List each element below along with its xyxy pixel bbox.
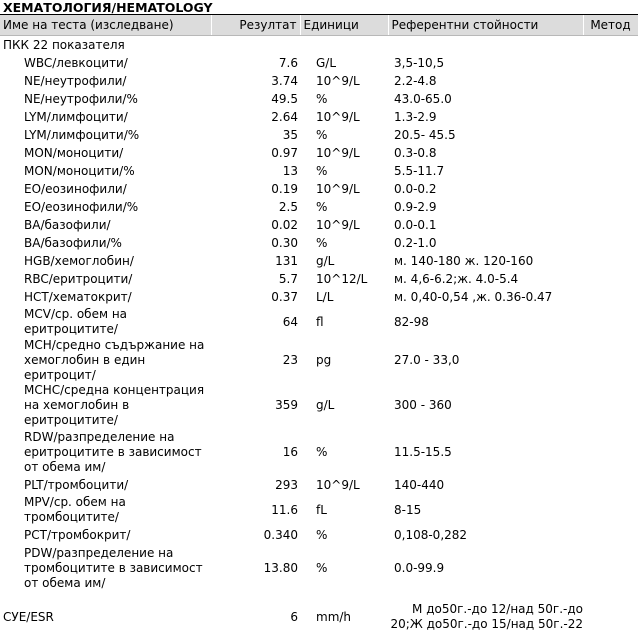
test-result: 5.7 [278, 271, 298, 286]
test-unit: % [316, 235, 328, 250]
test-result: 2.64 [271, 109, 298, 124]
test-result: 359 [275, 398, 298, 412]
test-name: EO/еозинофили/% [24, 199, 139, 214]
test-name: BA/базофили/ [24, 217, 111, 232]
test-unit: 10^12/L [316, 271, 368, 286]
test-reference: 0.0-99.9 [394, 560, 445, 575]
test-name: RBC/еритроцити/ [24, 271, 133, 286]
test-reference: 2.2-4.8 [394, 73, 437, 88]
test-method [583, 288, 638, 306]
table-row [0, 198, 638, 216]
test-name: PLT/тромбоцити/ [24, 477, 129, 492]
test-unit: fL [316, 502, 327, 517]
test-unit: 10^9/L [316, 109, 360, 124]
test-method [583, 383, 638, 428]
test-reference: м. 4,6-6.2;ж. 4.0-5.4 [394, 271, 519, 286]
test-reference: м. 0,40-0,54 ,ж. 0.36-0.47 [394, 289, 553, 304]
test-name: LYM/лимфоцити/% [24, 127, 140, 142]
table-row-esr [0, 592, 638, 642]
test-unit: % [316, 199, 328, 214]
table-row [0, 428, 638, 476]
table-row [0, 544, 638, 592]
test-result: 35 [282, 127, 298, 142]
test-method [583, 494, 638, 526]
test-unit: % [316, 163, 328, 178]
test-unit: fl [316, 314, 324, 329]
test-result: 0.37 [271, 289, 298, 304]
test-name: HGB/хемоглобин/ [24, 253, 134, 268]
test-method [583, 72, 638, 90]
test-name: PCT/тромбокрит/ [24, 527, 131, 542]
table-row [0, 234, 638, 252]
test-result: 16 [282, 444, 298, 459]
test-reference: 0.9-2.9 [394, 199, 437, 214]
test-name: NE/неутрофили/ [24, 73, 127, 88]
test-name: EO/еозинофили/ [24, 181, 127, 196]
test-unit: % [316, 91, 328, 106]
test-name: WBC/левкоцити/ [24, 55, 128, 70]
test-method [583, 90, 638, 108]
test-reference: 0,108-0,282 [394, 527, 468, 542]
test-method [583, 544, 638, 592]
test-name: RDW/разпределение на еритроцитите в зависимост от обема им/ [24, 429, 202, 474]
test-unit: % [316, 444, 328, 459]
esr-unit: mm/h [316, 609, 352, 624]
test-name: MCH/средно съдържание на хемоглобин в един еритроцит/ [24, 338, 205, 382]
table-header [0, 15, 638, 36]
test-unit: % [316, 127, 328, 142]
test-reference: м. 140-180 ж. 120-160 [394, 253, 534, 268]
test-name: BA/базофили/% [24, 235, 122, 250]
test-reference: 27.0 - 33,0 [394, 353, 460, 367]
test-name: MON/моноцити/% [24, 163, 135, 178]
test-reference: 8-15 [394, 502, 422, 517]
test-name: NE/неутрофили/% [24, 91, 138, 106]
test-unit: g/L [316, 398, 335, 412]
test-result: 131 [275, 253, 298, 268]
header-units: Единици [300, 15, 388, 36]
table-row [0, 288, 638, 306]
test-method [583, 144, 638, 162]
test-unit: % [316, 560, 328, 575]
table-row [0, 162, 638, 180]
test-method [583, 234, 638, 252]
test-reference: 11.5-15.5 [394, 444, 452, 459]
group-row [0, 36, 638, 55]
table-row [0, 494, 638, 526]
test-result: 23 [282, 353, 298, 367]
header-result: Резултат [211, 15, 300, 36]
test-unit: 10^9/L [316, 73, 360, 88]
test-method [583, 180, 638, 198]
test-method [583, 216, 638, 234]
test-name: MON/моноцити/ [24, 145, 124, 160]
test-result: 13.80 [263, 560, 298, 575]
test-reference: 3,5-10,5 [394, 55, 445, 70]
test-name: MPV/ср. обем на тромбоцитите/ [24, 495, 126, 524]
test-result: 0.30 [271, 235, 298, 250]
test-unit: g/L [316, 253, 335, 268]
test-name: MCV/ср. обем на еритроцитите/ [24, 307, 128, 336]
table-row [0, 216, 638, 234]
test-method [583, 252, 638, 270]
table-row [0, 306, 638, 338]
test-result: 0.97 [271, 145, 298, 160]
test-reference: 140-440 [394, 477, 445, 492]
esr-result: 6 [290, 609, 298, 624]
test-name: LYM/лимфоцити/ [24, 109, 128, 124]
test-reference: 300 - 360 [394, 398, 452, 412]
test-method [583, 306, 638, 338]
test-method [583, 526, 638, 544]
test-method [583, 476, 638, 494]
group-label: ПКК 22 показателя [3, 37, 125, 52]
test-reference: 82-98 [394, 314, 429, 329]
test-reference: 43.0-65.0 [394, 91, 452, 106]
test-name: PDW/разпределение на тромбоцитите в зависимост от обема им/ [24, 545, 203, 590]
test-reference: 20.5- 45.5 [394, 127, 456, 142]
table-row [0, 338, 638, 383]
test-result: 3.74 [271, 73, 298, 88]
esr-name: СУЕ/ESR [3, 609, 54, 624]
test-result: 0.02 [271, 217, 298, 232]
table-row [0, 270, 638, 288]
test-result: 64 [282, 314, 298, 329]
test-result: 49.5 [271, 91, 298, 106]
test-reference: 0.0-0.1 [394, 217, 437, 232]
test-result: 293 [275, 477, 298, 492]
test-method [583, 428, 638, 476]
section-title: ХЕМАТОЛОГИЯ/HEMATOLOGY [0, 0, 638, 15]
test-unit: pg [316, 353, 332, 367]
header-method: Метод [583, 15, 638, 36]
test-method [583, 54, 638, 72]
test-unit: 10^9/L [316, 477, 360, 492]
header-reference: Референтни стойности [388, 15, 583, 36]
test-result: 13 [282, 163, 298, 178]
table-row [0, 144, 638, 162]
test-method [583, 338, 638, 383]
test-method [583, 108, 638, 126]
test-unit: 10^9/L [316, 145, 360, 160]
test-reference: 0.2-1.0 [394, 235, 437, 250]
test-result: 2.5 [278, 199, 298, 214]
table-row [0, 476, 638, 494]
esr-reference: М до50г.-до 12/над 50г.-до 20;Ж до50г.-до 15/над 50г.-22 [390, 602, 583, 631]
test-result: 0.19 [271, 181, 298, 196]
table-row [0, 72, 638, 90]
test-name: HCT/хематокрит/ [24, 289, 132, 304]
table-row [0, 526, 638, 544]
test-reference: 1.3-2.9 [394, 109, 437, 124]
table-row [0, 180, 638, 198]
test-unit: L/L [316, 289, 334, 304]
header-name: Име на теста (изследване) [0, 15, 211, 36]
test-unit: % [316, 527, 328, 542]
test-reference: 5.5-11.7 [394, 163, 445, 178]
test-method [583, 270, 638, 288]
test-reference: 0.0-0.2 [394, 181, 437, 196]
test-unit: 10^9/L [316, 217, 360, 232]
esr-method [583, 592, 638, 642]
test-unit: 10^9/L [316, 181, 360, 196]
test-result: 11.6 [271, 502, 298, 517]
table-row [0, 126, 638, 144]
table-row [0, 108, 638, 126]
test-unit: G/L [316, 55, 337, 70]
test-result: 7.6 [278, 55, 298, 70]
test-reference: 0.3-0.8 [394, 145, 437, 160]
test-method [583, 198, 638, 216]
test-method [583, 126, 638, 144]
test-name: MCHC/средна концентрация на хемоглобин в еритроцитите/ [24, 383, 205, 427]
table-row [0, 252, 638, 270]
results-table [0, 15, 638, 642]
test-result: 0.340 [263, 527, 298, 542]
table-row [0, 383, 638, 428]
test-method [583, 162, 638, 180]
table-row [0, 54, 638, 72]
table-row [0, 90, 638, 108]
